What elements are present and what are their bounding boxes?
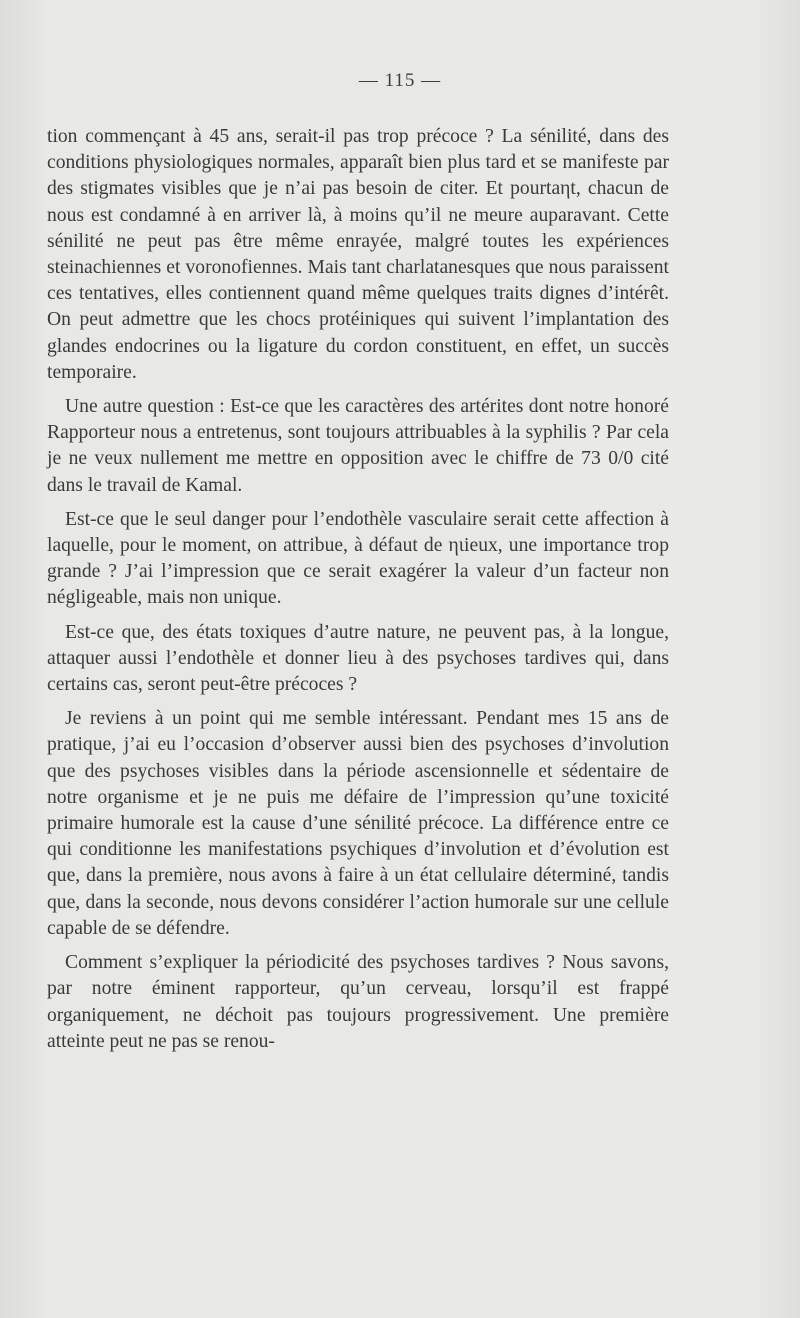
- paragraph: Comment s’expliquer la périodicité des psychoses tardives ? Nous savons, par notre éminent rapporteur, qu’un cerveau, lorsqu’il est frappé organiquement, ne déchoit pas toujours progressivement. Une première atteinte peut ne pas se renou-: [47, 952, 669, 1052]
- paragraph: Je reviens à un point qui me semble intéressant. Pendant mes 15 ans de pratique, j’ai eu l’occasion d’observer aussi bien des psychoses d’involution que des psychoses visibles dans la période ascensionnelle et sédentaire de notre organisme et je ne puis me défaire de l’impression qu’une toxicité primaire humorale est la cause d’une sénilité précoce. La différence entre ce qui conditionne les manifestations psychiques d’involution et d’évolution est que, dans la première, nous avons à faire à un état cellulaire déterminé, tandis que, dans la seconde, nous devons considérer l’action humorale sur une cellule capable de se défendre.: [47, 708, 669, 939]
- body-text: [47, 124, 669, 1063]
- paragraph: tion commençant à 45 ans, serait-il pas trop précoce ? La sénilité, dans des conditions physiologiques normales, apparaît bien plus tard et se manifeste par des stigmates visibles que je n’ai pas besoin de citer. Et pourtaηt, chacun de nous est condamné à en arriver là, à moins qu’il ne meure auparavant. Cette sénilité ne peut pas être même enrayée, malgré toutes les expériences steinachiennes et voronofiennes. Mais tant charlatanesques que nous paraissent ces tentatives, elles contiennent quand même quelques traits dignes d’intérêt. On peut admettre que les chocs protéiniques qui suivent l’implantation des glandes endocrines ou la ligature du cordon constituent, en effet, un succès temporaire.: [47, 126, 669, 383]
- paragraph: Une autre question : Est-ce que les caractères des artérites dont notre honoré Rapporteur nous a entretenus, sont toujours attribuables à la syphilis ? Par cela je ne veux nullement me mettre en opposition avec le chiffre de 73 0/0 cité dans le travail de Kamal.: [47, 396, 669, 496]
- paragraph: Est-ce que, des états toxiques d’autre nature, ne peuvent pas, à la longue, attaquer aussi l’endothèle et donner lieu à des psychoses tardives qui, dans certains cas, seront peut-être précoces ?: [47, 621, 669, 696]
- page-number: — 115 —: [358, 70, 442, 91]
- paragraph: Est-ce que le seul danger pour l’endothèle vasculaire serait cette affection à laquelle, pour le moment, on attribue, à défaut de ηιieux, une importance trop grande ? J’ai l’impression que ce serait exagérer la valeur d’un facteur non négligeable, mais non unique.: [47, 508, 669, 609]
